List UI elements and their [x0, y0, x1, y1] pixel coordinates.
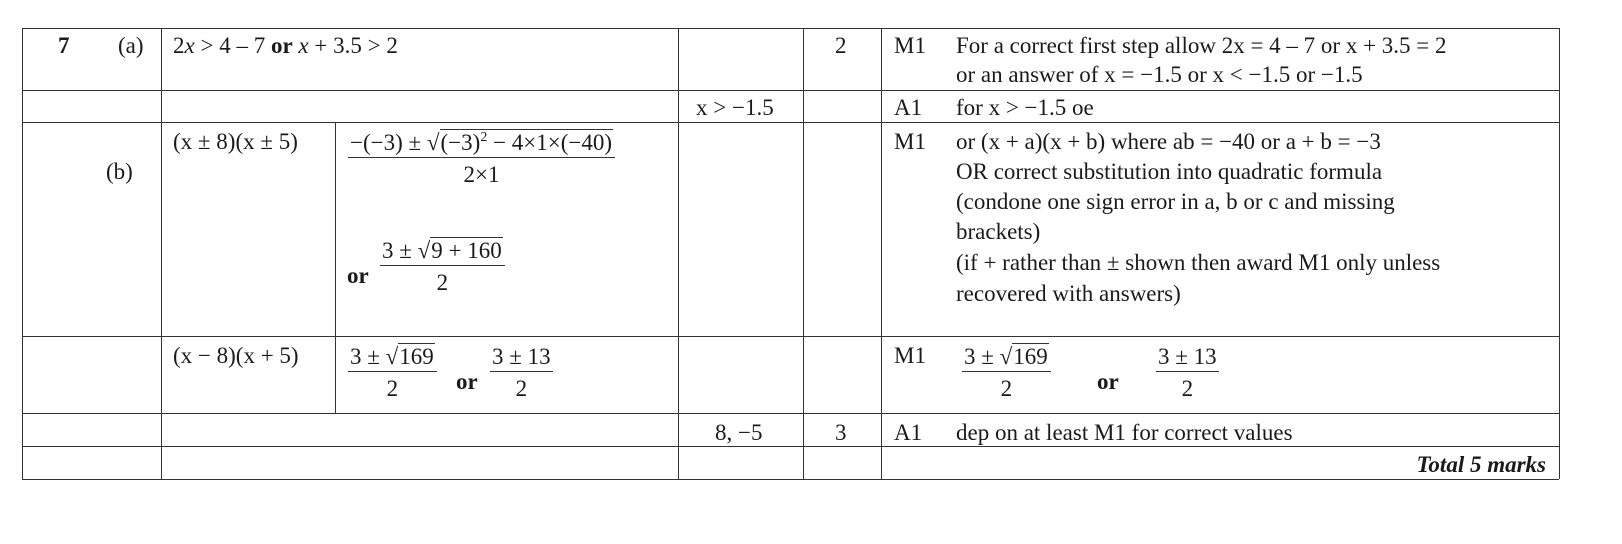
factorise-working: (x − 8)(x + 5) — [173, 343, 299, 368]
part-a-label: (a) — [118, 33, 144, 58]
answer-b: 8, −5 — [715, 420, 763, 445]
or-label: or — [456, 369, 478, 394]
mark-count-a: 2 — [835, 33, 847, 58]
factorise-working: (x ± 8)(x ± 5) — [173, 129, 298, 154]
notes-simplified-fraction: 3 ± 13 2 — [1158, 344, 1217, 402]
question-number: 7 — [58, 33, 70, 58]
quadratic-formula-fraction: $-(-3) \pm √(-3)^2 - 4\times 1\times(-40)$ 2×1 — [348, 130, 615, 188]
mark-code: M1 — [894, 129, 926, 154]
or-label: or — [347, 263, 369, 288]
notes-line: (if + rather than ± shown then award M1 only unless — [956, 250, 1441, 275]
notes-line: OR correct substitution into quadratic formula — [956, 159, 1383, 184]
working-a: 2x > 4 – 7 or x + 3.5 > 2 — [173, 33, 398, 58]
simplified-root-fraction: 3 ± 13 2 — [492, 344, 551, 402]
notes-line: or (x + a)(x + b) where ab = −40 or a + b = −3 — [956, 129, 1381, 154]
mark-count-b: 3 — [835, 420, 847, 445]
mark-code: A1 — [894, 95, 923, 120]
mark-code: A1 — [894, 420, 923, 445]
root-fraction: 3 ± √169 2 — [348, 344, 437, 402]
notes-line: brackets) — [956, 219, 1041, 244]
mark-code: M1 — [894, 33, 926, 58]
notes-line: dep on at least M1 for correct values — [956, 420, 1293, 445]
mark-code: M1 — [894, 343, 926, 368]
notes-line: (condone one sign error in a, b or c and missing — [956, 189, 1395, 214]
notes-line: recovered with answers) — [956, 281, 1181, 306]
answer-a: x > −1.5 — [696, 95, 774, 120]
part-b-label: (b) — [106, 159, 133, 184]
or-label: or — [1097, 369, 1119, 394]
notes-root-fraction: 3 ± √169 2 — [962, 344, 1051, 402]
notes-line: for x > −1.5 oe — [956, 95, 1094, 120]
total-marks: Total 5 marks — [1416, 452, 1546, 477]
notes-line: or an answer of x = −1.5 or x < −1.5 or −1.5 — [956, 62, 1363, 87]
notes-line: For a correct first step allow 2x = 4 – 7 or x + 3.5 = 2 — [956, 33, 1447, 58]
simplified-formula-fraction: 3 ± √9 + 160 2 — [380, 238, 505, 296]
